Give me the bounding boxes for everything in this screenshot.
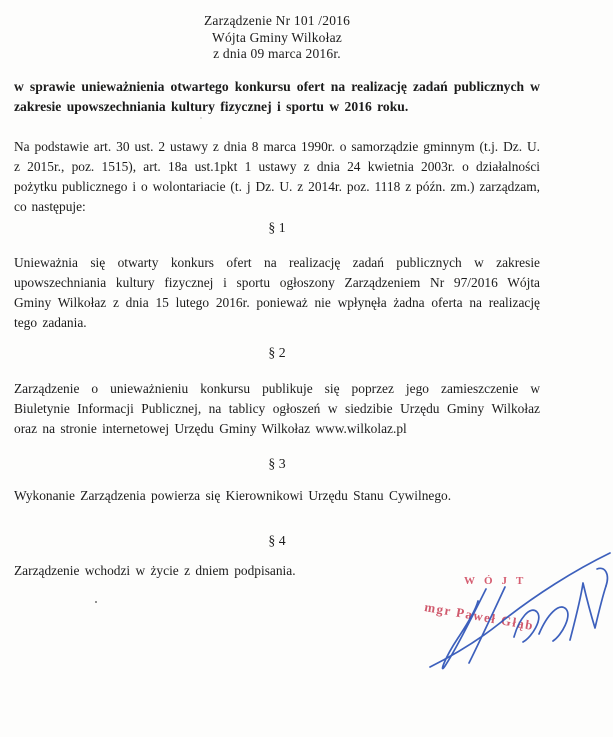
legal-basis-paragraph: Na podstawie art. 30 ust. 2 ustawy z dnia 8 marca 1990r. o samorządzie gminnym (t.j. Dz. U. z 2015r., poz. 1515), art. 18a ust.1pkt 1 ustawy z dnia 24 kwietnia 2003r. o działalności pożytku publicznego i o wolontariacie (t. j Dz. U. z 2014r. poz. 1118 z późn. zm.) zarządzam, co następuje: (14, 138, 540, 214)
document-header (14, 13, 540, 63)
scan-speck (95, 601, 97, 603)
section-2-paragraph: Zarządzenie o unieważnieniu konkursu publikuje się poprzez jego zamieszczenie w Biuletynie Informacji Publicznej, na tablicy ogłoszeń w siedzibie Urzędu Gminy Wilkołaz oraz na stronie internetowej Urzędu Gminy Wilkołaz www.wilkolaz.pl (14, 380, 540, 436)
scan-speck (200, 117, 202, 119)
section-3-mark: § 3 (268, 455, 286, 471)
ordinance-number-line: Zarządzenie Nr 101 /2016 (203, 13, 351, 28)
subject-paragraph: w sprawie unieważnienia otwartego konkursu ofert na realizację zadań publicznych w zakresie upowszechniania kultury fizycznej i sportu w 2016 roku. (14, 78, 540, 114)
section-1-mark: § 1 (268, 219, 286, 235)
section-2-mark: § 2 (268, 344, 286, 360)
handwritten-signature-ink (420, 545, 613, 680)
section-1-paragraph: Unieważnia się otwarty konkurs ofert na realizację zadań publicznych w zakresie upowszechniania kultury fizycznej i sportu ogłoszony Zarządzeniem Nr 97/2016 Wójta Gminy Wilkołaz z dnia 15 lutego 2016r. ponieważ nie wpłynęła żadna oferta na realizację tego zadania. (14, 254, 540, 330)
mayor-stamp-title: WÓJT (464, 575, 533, 587)
issuer-line: Wójta Gminy Wilkołaz (212, 29, 342, 45)
mayor-stamp-name: mgr Paweł Głąb (423, 599, 536, 634)
signature-block (420, 545, 613, 680)
date-line: z dnia 09 marca 2016r. (213, 46, 341, 61)
section-4-mark: § 4 (268, 532, 286, 548)
section-3-paragraph: Wykonanie Zarządzenia powierza się Kierownikowi Urzędu Stanu Cywilnego. (14, 487, 452, 503)
section-4-paragraph: Zarządzenie wchodzi w życie z dniem podpisania. (14, 562, 296, 578)
